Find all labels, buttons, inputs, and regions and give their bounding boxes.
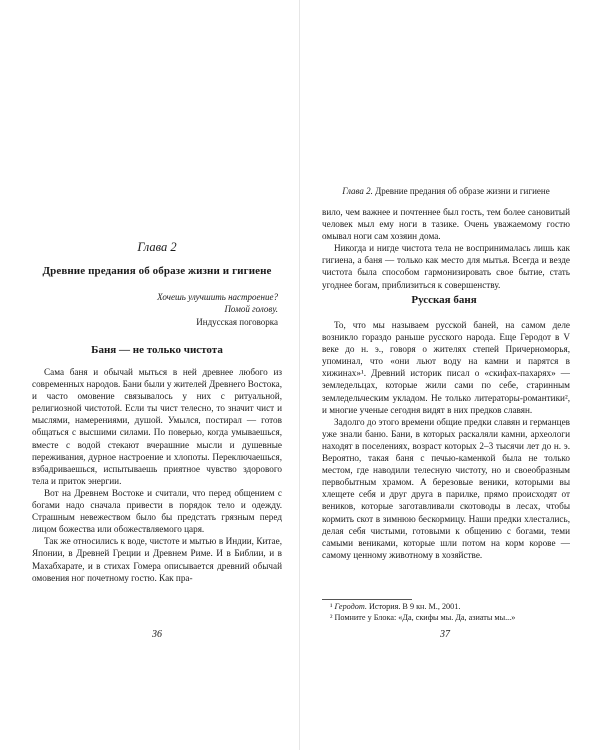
paragraph: Вот на Древнем Востоке и считали, что перед общением с богами надо сначала привести в порядок тело и одежду. Страшным невежеством было бы предстать грязным перед лицом божества или обожествляемого царя.: [32, 487, 282, 535]
running-head: [322, 186, 570, 196]
right-continued-text: [322, 206, 570, 291]
paragraph: вило, чем важнее и почтеннее был гость, тем более сановитый человек мыл ему ноги в тазике. Очень уважаемому гостю омывал ноги сам хозяин дома.: [322, 207, 570, 242]
footnote-marker: ¹: [330, 602, 333, 611]
chapter-label: Глава 2: [137, 240, 177, 254]
paragraph: Никогда и нигде чистота тела не воспринималась лишь как гигиена, а баня — только как место для мытья. Всегда и везде чистота была способом гармонизировать свое бытие, стать угоднее богам, приблизиться к совершенству.: [322, 243, 570, 290]
chapter-title: Древние предания об образе жизни и гигиене: [42, 265, 272, 277]
page-number-right: 37: [440, 629, 450, 640]
section-title-bath: Баня — не только чистота: [91, 344, 223, 356]
footnote-1: [330, 602, 570, 613]
epigraph: [88, 291, 278, 328]
right-body-text: [322, 319, 570, 561]
footnote-marker: ²: [330, 612, 333, 622]
footnote-text: Помните у Блока: «Да, скифы мы. Да, азиаты мы...»: [334, 612, 516, 622]
epigraph-line-2: Помой голову.: [224, 304, 278, 314]
footnote-author: Геродот.: [334, 602, 367, 611]
left-body-text: [32, 366, 282, 584]
paragraph: Задолго до этого времени общие предки славян и германцев уже знали баню. Бани, в которых раскаляли камни, археологи находят в поселениях, возраст которых 2–3 тысячи лет до н. э. Вероятно, такая баня с печью-каменкой была не только местом, где наводили телесную чистоту, но и своеобразным первобытным храмом. А березовые веники, которыми вы хлещете себя и друг друга в парилке, прямо происходят от веников, которые заготавливали скотоводы в лесах, чтобы кормить скот в зимнюю бескормицу. Наши предки хлестались, делая себя чистыми, готовыми к общению с богами, теми самыми вениками, которые шли потом на корм корове — самому ценному животному в хозяйстве.: [322, 416, 570, 560]
paragraph: Сама баня и обычай мыться в ней древнее любого из современных народов. Бани были у жителей Древнего Востока, и часто омовение связывалось у них с ритуальной, религиозной чистотой. Если ты чист телесно, то значит чист и мыслями, намерениями, душой. Умылся, постирал — готов общаться с высшими силами. По поверью, когда умываешься, вместе с водой стекают вчерашние мысли и душевные переживания, дурное настроение и хлопоты. Переключаешься, взбадриваешься, испытываешь приятное чувство здорового тела и приток энергии.: [32, 367, 282, 486]
right-page: [300, 0, 600, 750]
footnote-2: [330, 613, 570, 624]
footnote-text: История. В 9 кн. М., 2001.: [368, 602, 461, 611]
epigraph-line-1: Хочешь улучшить настроение?: [157, 292, 278, 302]
paragraph: То, что мы называем русской баней, на самом деле возникло гораздо раньше русского народа. Еще Геродот в V веке до н. э., говоря о жителях степей Причерноморья, упоминал, что «они льют воду на камни и парятся в хижинах»¹. Древний историк писал о «скифах-пахарях» — земледельцах, которые жили сами по себе, старинным земледельческим укладом. Не только литераторы-романтики², и многие ученые сегодня видят в них предков славян.: [322, 320, 570, 415]
footnote-divider: [322, 599, 412, 600]
paragraph: Так же относились к воде, чистоте и мытью в Индии, Китае, Японии, в Древней Греции и Древнем Риме. И в Библии, и в Махабхарате, и в стихах Гомера описывается древний обычай омовения ног почетному гостю. Как пра-: [32, 536, 282, 583]
epigraph-source: Индусская поговорка: [196, 317, 278, 327]
section-title-russian-bath: Русская баня: [411, 294, 477, 306]
running-head-title: Древние предания об образе жизни и гигиене: [375, 186, 550, 196]
footnotes: [330, 602, 570, 623]
running-head-label: Глава 2.: [342, 186, 373, 196]
page-number-left: 36: [152, 629, 162, 640]
